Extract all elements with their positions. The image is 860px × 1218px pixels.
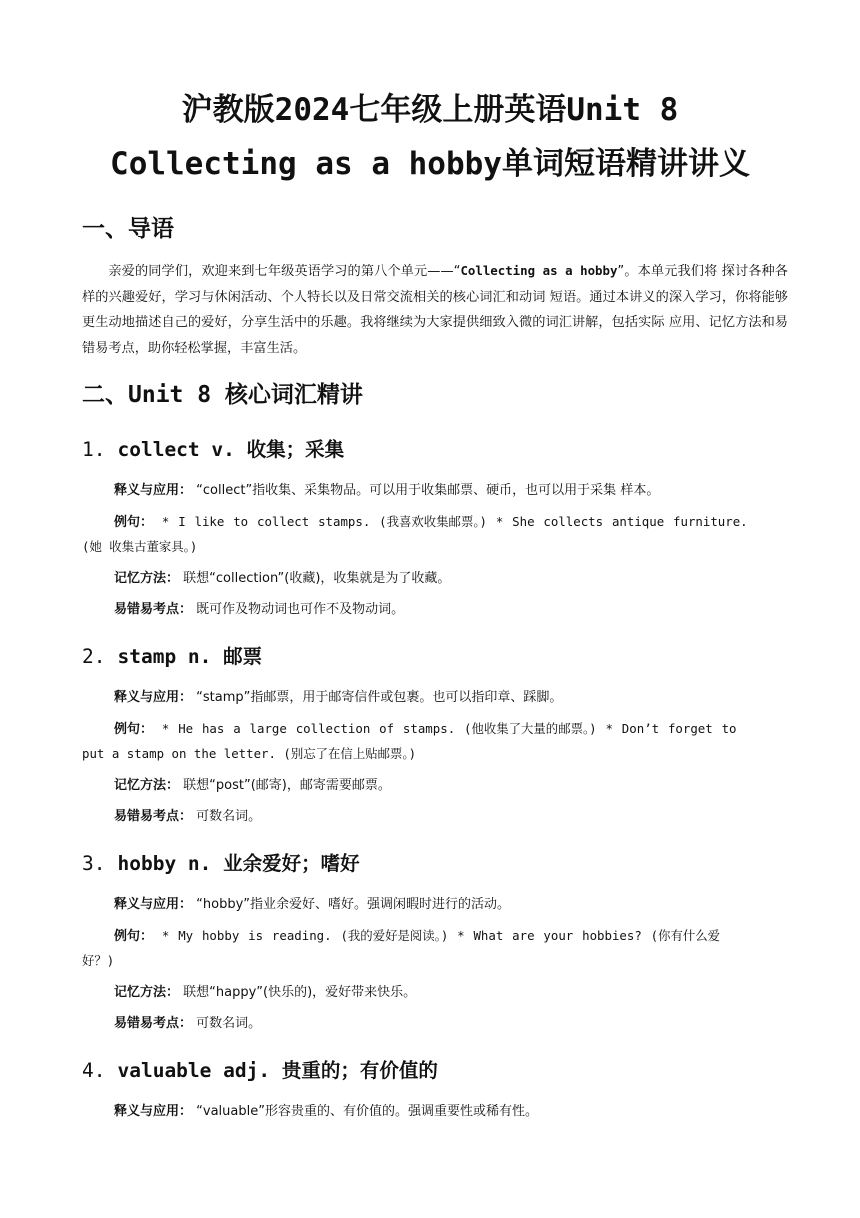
example-text: * I like to collect stamps. (我喜欢收集邮票。) * She collects antique furniture. [153, 514, 748, 529]
document-title-line1: 沪教版2024七年级上册英语Unit 8 [181, 92, 679, 128]
exam-text: 可数名词。 [192, 809, 262, 824]
word-example-continued [82, 948, 788, 974]
exam-label: 易错易考点： [114, 602, 193, 617]
word-exam-point [82, 597, 788, 622]
section-heading-vocab: 二、Unit 8 核心词汇精讲 [82, 382, 363, 408]
exam-text: 可数名词。 [192, 1016, 262, 1031]
usage-text: “valuable”形容贵重的、有价值的。强调重要性或稀有性。 [192, 1104, 538, 1119]
example-text-continued: (她 收集古董家具。) [82, 539, 198, 554]
word-entry-heading [82, 644, 262, 670]
word-headword: valuable adj. 贵重的；有价值的 [117, 1059, 438, 1082]
intro-text-a: 亲爱的同学们，欢迎来到七年级英语学习的第八个单元——“ [108, 264, 461, 279]
word-headword: hobby n. 业余爱好；嗜好 [117, 852, 360, 875]
example-label: 例句： [114, 929, 154, 944]
word-entry-heading [82, 1058, 438, 1084]
word-memory [82, 773, 788, 798]
word-entry-heading [82, 851, 360, 877]
word-memory [82, 566, 788, 591]
word-headword: collect v. 收集；采集 [117, 438, 345, 461]
memory-label: 记忆方法： [114, 571, 180, 586]
word-memory [82, 980, 788, 1005]
example-text-continued: 好？) [82, 953, 115, 968]
word-example [82, 923, 788, 949]
word-example-continued [82, 534, 788, 560]
memory-label: 记忆方法： [114, 985, 180, 1000]
word-example-continued [82, 741, 788, 767]
word-number: 3. [82, 852, 106, 875]
example-label: 例句： [114, 515, 154, 530]
word-usage [82, 478, 788, 503]
memory-text: 联想“happy”(快乐的)，爱好带来快乐。 [179, 985, 417, 1000]
example-text-continued: put a stamp on the letter. (别忘了在信上贴邮票。) [82, 746, 417, 761]
example-text: * He has a large collection of stamps. (他收集了大量的邮票。) * Don’t forget to [153, 721, 737, 736]
intro-text-unit-name: Collecting as a hobby [460, 263, 618, 278]
memory-text: 联想“collection”(收藏)，收集就是为了收藏。 [179, 571, 451, 586]
word-usage [82, 685, 788, 710]
word-example [82, 509, 788, 535]
word-exam-point [82, 1011, 788, 1036]
exam-text: 既可作及物动词也可作不及物动词。 [192, 602, 405, 617]
exam-label: 易错易考点： [114, 809, 193, 824]
intro-text-rest: 们将 探讨各种各样的兴趣爱好，学习与休闲活动、个人特长以及日常交流相关的核心词汇和动词 短语。通过本讲义的深入学习，你将能够更生动地描述自己的爱好，分享生活中的乐趣。我将继续为大家提供细致入微的词汇讲解，包括实际 应用、记忆方法和易错易考点，助你轻松掌握，丰富生活。 [82, 264, 788, 356]
intro-paragraph [82, 258, 788, 361]
document-title-line2: Collecting as a hobby单词短语精讲讲义 [110, 146, 750, 182]
example-text: * My hobby is reading. (我的爱好是阅读。) * What are your hobbies? (你有什么爱 [153, 928, 721, 943]
usage-text: “collect”指收集、采集物品。可以用于收集邮票、硬币，也可以用于采集 样本。 [192, 483, 660, 498]
memory-label: 记忆方法： [114, 778, 180, 793]
word-number: 1. [82, 438, 106, 461]
intro-text-c: ”。本单元我 [617, 264, 691, 279]
usage-label: 释义与应用： [114, 690, 193, 705]
section-heading-intro: 一、导语 [82, 216, 174, 242]
word-exam-point [82, 804, 788, 829]
word-number: 2. [82, 645, 106, 668]
word-usage [82, 1099, 788, 1124]
word-headword: stamp n. 邮票 [117, 645, 263, 668]
word-number: 4. [82, 1059, 106, 1082]
word-example [82, 716, 788, 742]
usage-label: 释义与应用： [114, 897, 193, 912]
word-entry-heading [82, 437, 344, 463]
usage-label: 释义与应用： [114, 1104, 193, 1119]
word-usage [82, 892, 788, 917]
exam-label: 易错易考点： [114, 1016, 193, 1031]
usage-text: “stamp”指邮票，用于邮寄信件或包裹。也可以指印章、踩脚。 [192, 690, 563, 705]
usage-text: “hobby”指业余爱好、嗜好。强调闲暇时进行的活动。 [192, 897, 511, 912]
usage-label: 释义与应用： [114, 483, 193, 498]
example-label: 例句： [114, 722, 154, 737]
memory-text: 联想“post”(邮寄)，邮寄需要邮票。 [179, 778, 391, 793]
